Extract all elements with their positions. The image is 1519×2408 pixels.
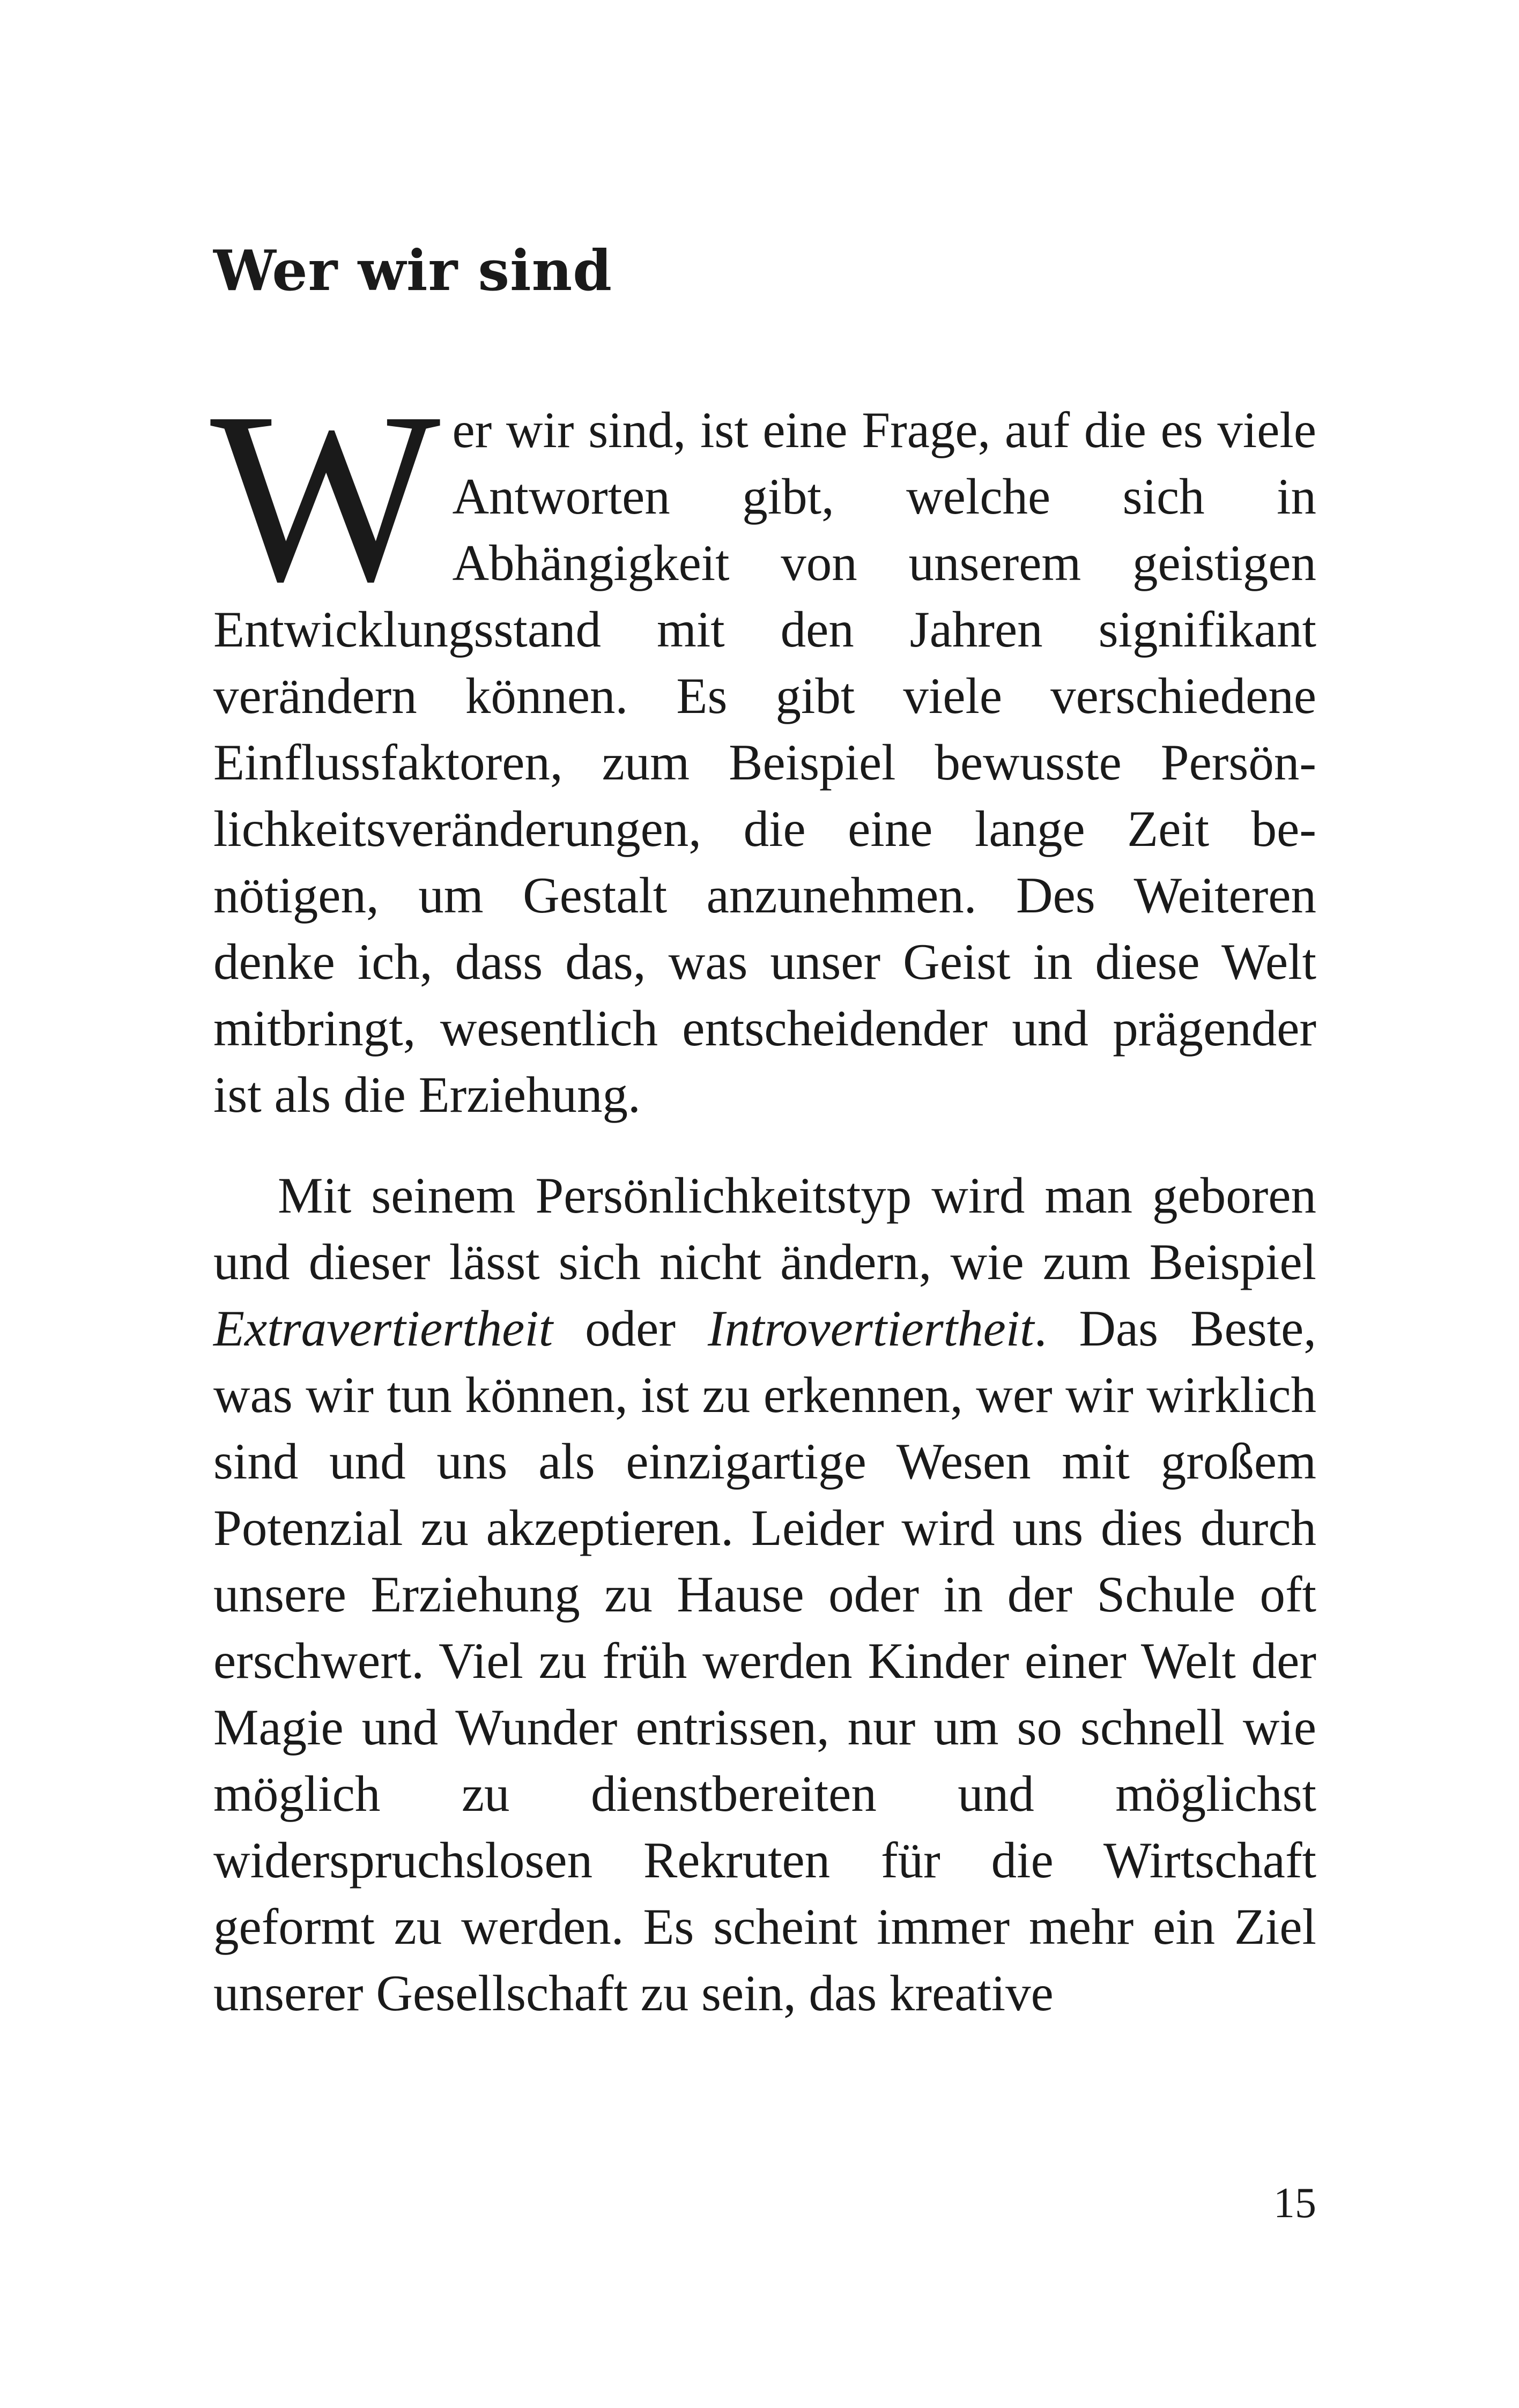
paragraph-2 <box>213 1162 1316 2026</box>
paragraph-1-text: er wir sind, ist eine Frage, auf die es viele Antworten gibt, welche sich in Abhängigkeit von unserem geistigen Entwicklungsstand mit den Jahren signifikant verändern können. Es gibt viele verschiedene Einflussfaktoren, zum Beispiel bewusste Persönlichkeitsveränderungen, die eine lange Zeit benötigen, um Gestalt anzunehmen. Des Weiteren denke ich, dass das, was unser Geist in diese Welt mitbringt, wesentlich entscheidender und prägender ist als die Erziehung. <box>213 402 1316 1123</box>
page-number: 15 <box>1273 2180 1316 2227</box>
paragraph-1 <box>210 362 1316 1128</box>
body-text <box>210 362 1316 2026</box>
paragraph-2-emphasis-1: Extravertiertheit <box>213 1300 553 1357</box>
drop-cap: W <box>210 362 441 632</box>
paragraph-2-text-c: . Das Beste, was wir tun können, ist zu erkennen, wer wir wirklich sind und uns als einzigartige Wesen mit großem Potenzial zu akzeptieren. Leider wird uns dies durch unsere Erziehung zu Hause oder in der Schule oft erschwert. Viel zu früh werden Kinder einer Welt der Magie und Wunder entrissen, nur um so schnell wie möglich zu dienstbereiten und möglichst widerspruchslosen Rekruten für die Wirtschaft geformt zu werden. Es scheint immer mehr ein Ziel unserer Gesellschaft zu sein, das kreative <box>213 1300 1316 2021</box>
paragraph-2-text-b: oder <box>553 1300 708 1357</box>
paragraph-2-emphasis-2: Introvertiertheit <box>708 1300 1034 1357</box>
chapter-title: Wer wir sind <box>213 237 612 303</box>
paragraph-2-text-a: Mit seinem Persönlichkeitstyp wird man geboren und dieser lässt sich nicht ändern, wie zum Beispiel <box>213 1167 1316 1290</box>
